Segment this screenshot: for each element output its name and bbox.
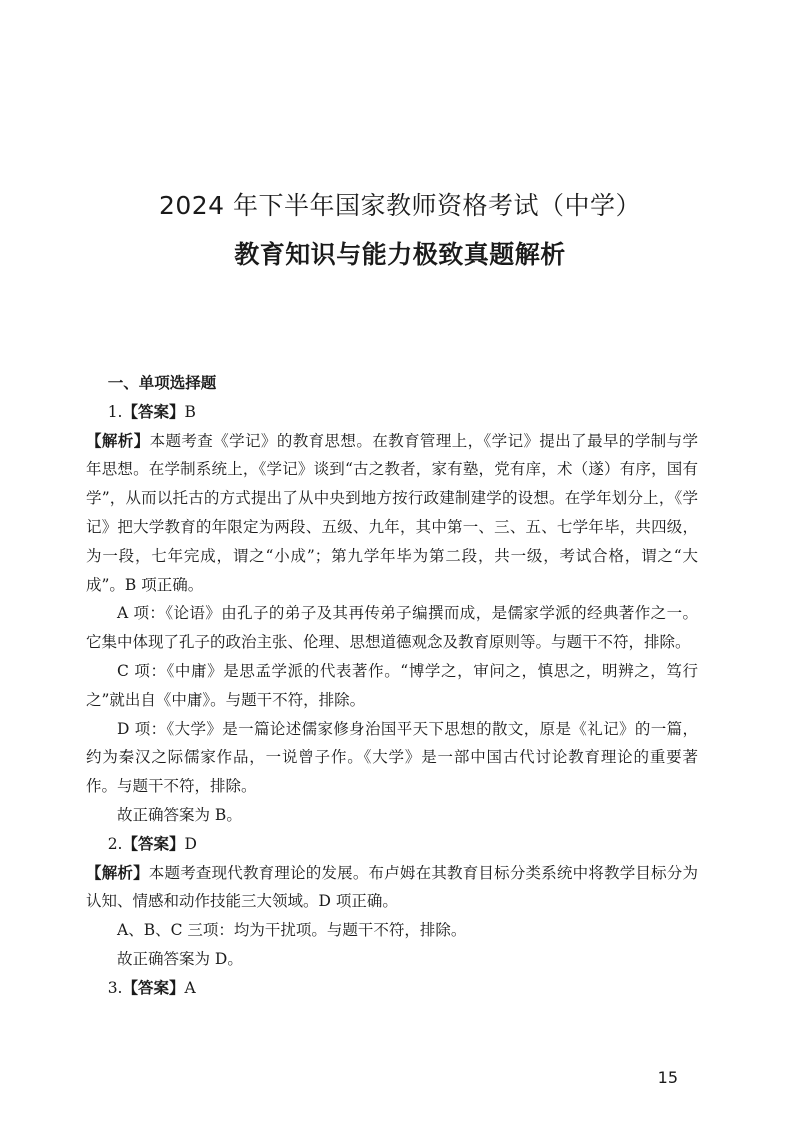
q1-analysis: [86, 427, 698, 600]
q2-analysis: [86, 859, 698, 917]
q2-options-abc: A、B、C 三项：均为干扰项。与题干不符，排除。: [117, 921, 467, 940]
section-heading: 一、单项选择题: [107, 374, 217, 392]
q1-option-c: C 项：《中庸》是思孟学派的代表著作。“博学之，审问之，慎思之，明辨之，笃行之”就出自《中庸》。与题干不符，排除。: [86, 661, 698, 709]
q1-number: 1.: [107, 402, 123, 421]
q2-answer-label: 【答案】: [122, 834, 185, 853]
q3-answer-label: 【答案】: [122, 978, 185, 997]
q2-answer-value: D: [184, 834, 197, 853]
q1-conclusion: 故正确答案为 B。: [117, 805, 242, 824]
q1-answer-line: [86, 398, 698, 427]
q1-answer-label: 【答案】: [122, 402, 185, 421]
title-line-1: 2024 年下半年国家教师资格考试（中学）: [158, 191, 642, 220]
q2-analysis-label: 【解析】: [86, 863, 149, 882]
q3-answer-value: A: [184, 978, 196, 997]
q1-analysis-text: 本题考查《学记》的教育思想。在教育管理上，《学记》提出了最早的学制与学年思想。在学制系统上，《学记》谈到“古之教者，家有塾，党有庠，术（遂）有序，国有学”，从而以托古的方式提出了从中央到地方按行政建制建学的设想。在学年划分上，《学记》把大学教育的年限定为两段、五级、九年，其中第一、三、五、七学年毕，共四级，为一段，七年完成，谓之“小成”；第九学年毕为第二段，共一级，考试合格，谓之“大成”。B 项正确。: [86, 431, 698, 594]
q2-number: 2.: [107, 834, 123, 853]
q2-analysis-text: 本题考查现代教育理论的发展。布卢姆在其教育目标分类系统中将教学目标分为认知、情感和动作技能三大领域。D 项正确。: [86, 863, 698, 911]
page-number: 15: [657, 1068, 678, 1087]
q2-conclusion: 故正确答案为 D。: [117, 949, 243, 968]
q1-answer-value: B: [184, 402, 196, 421]
title-line-2: 教育知识与能力极致真题解析: [234, 240, 566, 269]
q1-option-a: A 项：《论语》由孔子的弟子及其再传弟子编撰而成，是儒家学派的经典著作之一。它集中体现了孔子的政治主张、伦理、思想道德观念及教育原则等。与题干不符，排除。: [86, 604, 698, 652]
document-body: [86, 369, 698, 1003]
q2-answer-line: [86, 830, 698, 859]
q3-answer-line: [86, 974, 698, 1003]
q1-option-d: D 项：《大学》是一篇论述儒家修身治国平天下思想的散文，原是《礼记》的一篇，约为秦汉之际儒家作品，一说曾子作。《大学》是一部中国古代讨论教育理论的重要著作。与题干不符，排除。: [86, 719, 698, 796]
q3-number: 3.: [107, 978, 123, 997]
q1-analysis-label: 【解析】: [86, 431, 150, 450]
